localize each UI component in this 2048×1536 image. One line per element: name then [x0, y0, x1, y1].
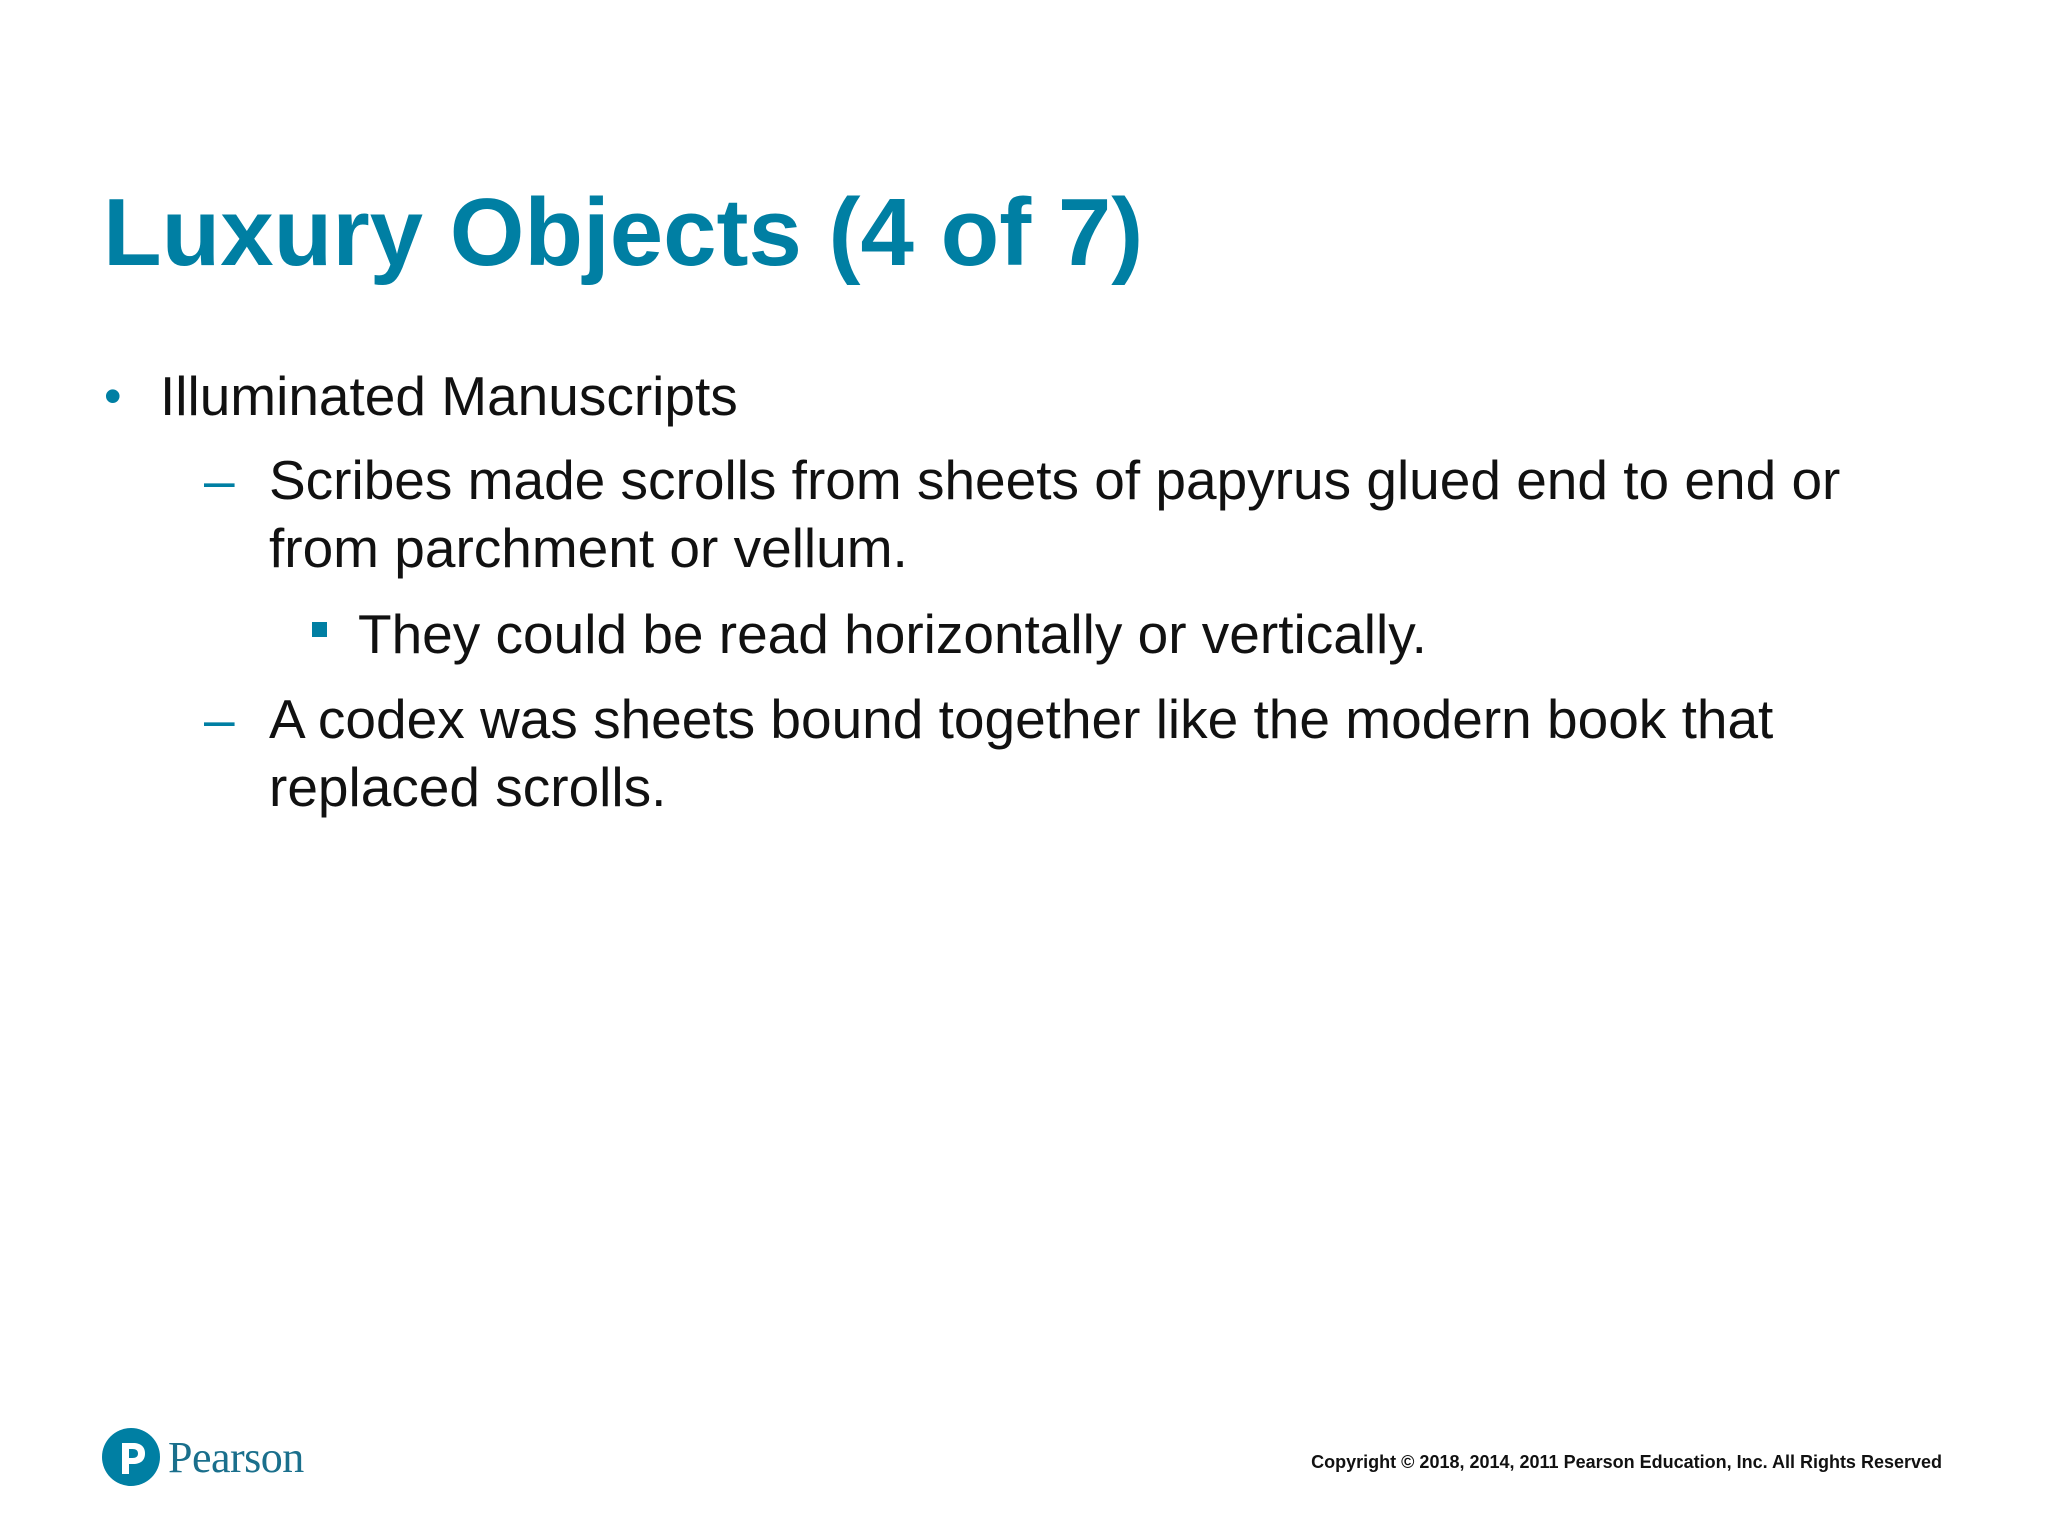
- copyright-notice: Copyright © 2018, 2014, 2011 Pearson Education, Inc. All Rights Reserved: [1311, 1452, 1942, 1472]
- bullet-dash-icon: –: [204, 449, 235, 511]
- pearson-p-logo-icon: [102, 1428, 160, 1486]
- bullet-level2-text: Scribes made scrolls from sheets of papyrus glued end to end or from parchment or vellum.: [269, 449, 1841, 579]
- bullet-dash-icon: –: [204, 688, 235, 750]
- bullet-level3-text: They could be read horizontally or vertically.: [358, 603, 1427, 665]
- bullet-level2-text: A codex was sheets bound together like the modern book that replaced scrolls.: [269, 688, 1774, 818]
- bullet-dot-icon: •: [104, 368, 122, 424]
- bullet-square-icon: [312, 622, 327, 637]
- pearson-wordmark: Pearson: [168, 1432, 304, 1482]
- slide-title: Luxury Objects (4 of 7): [103, 179, 1144, 286]
- pearson-logo: [102, 1428, 304, 1486]
- bullet-level1-text: Illuminated Manuscripts: [160, 365, 738, 427]
